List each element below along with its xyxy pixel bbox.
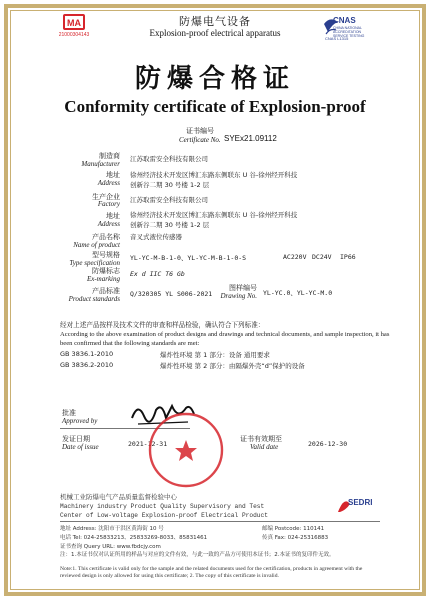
product-label-cn: 产品名称 <box>92 233 120 241</box>
cnas-code: CNAS L1315 <box>325 36 349 41</box>
org-name-cn: 机械工业防爆电气产品质量监督检验中心 <box>60 493 177 501</box>
apparatus-title-cn: 防爆电气设备 <box>179 15 251 28</box>
ex-marking-value: Ex d IIC T6 Gb <box>130 270 185 278</box>
standard-code-1: GB 3836.1-2010 <box>60 350 114 358</box>
type-ip: IP66 <box>340 253 356 261</box>
issue-label-cn: 发证日期 <box>62 435 90 443</box>
factory-label-cn: 生产企业 <box>92 193 120 201</box>
footer-query: 证书查询 Query URL: www.fbdcjy.com <box>60 544 161 550</box>
address-line2: 创新谷二期 30 号楼 1-2 层 <box>130 181 210 189</box>
drawing-label-en: Drawing No. <box>220 292 257 300</box>
sedri-logo <box>336 494 374 514</box>
type-label-cn: 型号规格 <box>92 251 120 259</box>
footer-address: 地址 Address: 沈阳市于洪区黄海街 10 号 <box>60 526 164 532</box>
issue-date: 2021-12-31 <box>128 440 168 448</box>
cert-no-value: SYEx21.09112 <box>224 134 277 143</box>
factory-value: 江苏取雷安全科技有限公司 <box>130 196 208 204</box>
footer-tel: 电话 Tel: 024-25833213、25833269-8033、85831461 <box>60 535 208 541</box>
standards-value: Q/320305 YL S006-2021 <box>130 290 213 298</box>
cert-no-label-en: Certificate No. <box>179 136 221 144</box>
certificate-title-cn: 防爆合格证 <box>134 64 295 94</box>
manufacturer-label-cn: 制造商 <box>99 152 120 160</box>
product-value: 音叉式液位传感器 <box>130 233 182 241</box>
factory-address-label-cn: 地址 <box>106 212 120 220</box>
type-label-en: Type specification <box>69 259 120 267</box>
certificate-title-en: Conformity certificate of Explosion-proof <box>64 97 366 116</box>
conformity-statement-en: According to the above examination of product designs and drawings and technical documents, and sample inspection, it has been confirmed that the following standards are met: <box>60 331 390 347</box>
standards-label-cn: 产品标准 <box>92 287 120 295</box>
factory-address-line2: 创新谷二期 30 号楼 1-2 层 <box>130 221 210 229</box>
cnas-label: CNAS <box>333 16 356 25</box>
official-seal-icon <box>146 410 226 490</box>
issue-label-en: Date of issue <box>62 443 99 451</box>
ma-logo: MA <box>63 14 85 30</box>
valid-label-en: Valid date <box>250 443 279 451</box>
standard-desc-2: 爆炸性环境 第 2 部分：由隔爆外壳“d”保护的设备 <box>160 362 305 370</box>
cert-no-label-cn: 证书编号 <box>186 127 214 135</box>
standard-code-2: GB 3836.2-2010 <box>60 361 114 369</box>
cnas-sub: CHINA NATIONAL ACCREDITATION SERVICE TESTING <box>333 26 365 38</box>
address-line1: 徐州经济技术开发区博汇东路东侧联东 U 谷-徐州经开科技 <box>130 171 298 179</box>
valid-date: 2026-12-30 <box>308 440 348 448</box>
factory-address-line1: 徐州经济技术开发区博汇东路东侧联东 U 谷-徐州经开科技 <box>130 211 298 219</box>
drawing-value: YL-YC.0、YL-YC-M.0 <box>263 289 333 297</box>
standards-label-en: Product standards <box>68 295 120 303</box>
ma-code: 21000304143 <box>58 32 90 38</box>
manufacturer-value: 江苏取雷安全科技有限公司 <box>130 155 208 163</box>
sedri-text: SEDRI <box>348 498 373 507</box>
footer-divider <box>60 521 380 522</box>
footer-postcode: 邮编 Postcode: 110141 <box>262 526 325 532</box>
valid-label-cn: 证书有效期至 <box>240 435 282 443</box>
product-label-en: Name of product <box>73 241 120 249</box>
footer-note-cn: 注：1.本证书仅对认证所用的样品与对应的文件有效，与此一致的产品方可使用本证书；2.本证书的复印件无效。 <box>60 552 335 558</box>
ex-marking-label-en: Ex-marking <box>86 275 120 283</box>
ex-marking-label-cn: 防爆标志 <box>92 267 120 275</box>
footer-fax: 传真 Fax: 024-25316883 <box>262 535 329 541</box>
factory-address-label-en: Address <box>97 220 120 228</box>
type-dc: DC24V <box>312 253 332 261</box>
org-name-en-1: Machinery industry Product Quality Supervisory and Test <box>60 503 265 510</box>
approved-label-cn: 批准 <box>62 409 76 417</box>
standard-desc-1: 爆炸性环境 第 1 部分：设备 通用要求 <box>160 351 270 359</box>
apparatus-title-en: Explosion-proof electrical apparatus <box>149 28 281 38</box>
manufacturer-label-en: Manufacturer <box>81 160 120 168</box>
factory-label-en: Factory <box>97 200 120 208</box>
type-voltage: AC220V <box>283 253 307 261</box>
drawing-label-cn: 图样编号 <box>229 284 257 292</box>
approved-label-en: Approved by <box>62 417 98 425</box>
type-value: YL-YC-M-B-1-0、YL-YC-M-B-1-0-S <box>130 254 247 262</box>
conformity-statement-cn: 经对上述产品按样及技术文件的审查和样品检验，确认符合下列标准： <box>60 321 265 329</box>
org-name-en-2: Center of Low-voltage Explosion-proof Electrical Product <box>60 512 268 519</box>
footer-note-en: Note:1. This certificate is valid only for the sample and the related documents used for the certification, products in agreement with the reviewed design is only allowed for using this certificate; 2. The copy of this certificate is invalid. <box>60 566 363 579</box>
address-label-cn: 地址 <box>106 171 120 179</box>
address-label-en: Address <box>97 179 120 187</box>
